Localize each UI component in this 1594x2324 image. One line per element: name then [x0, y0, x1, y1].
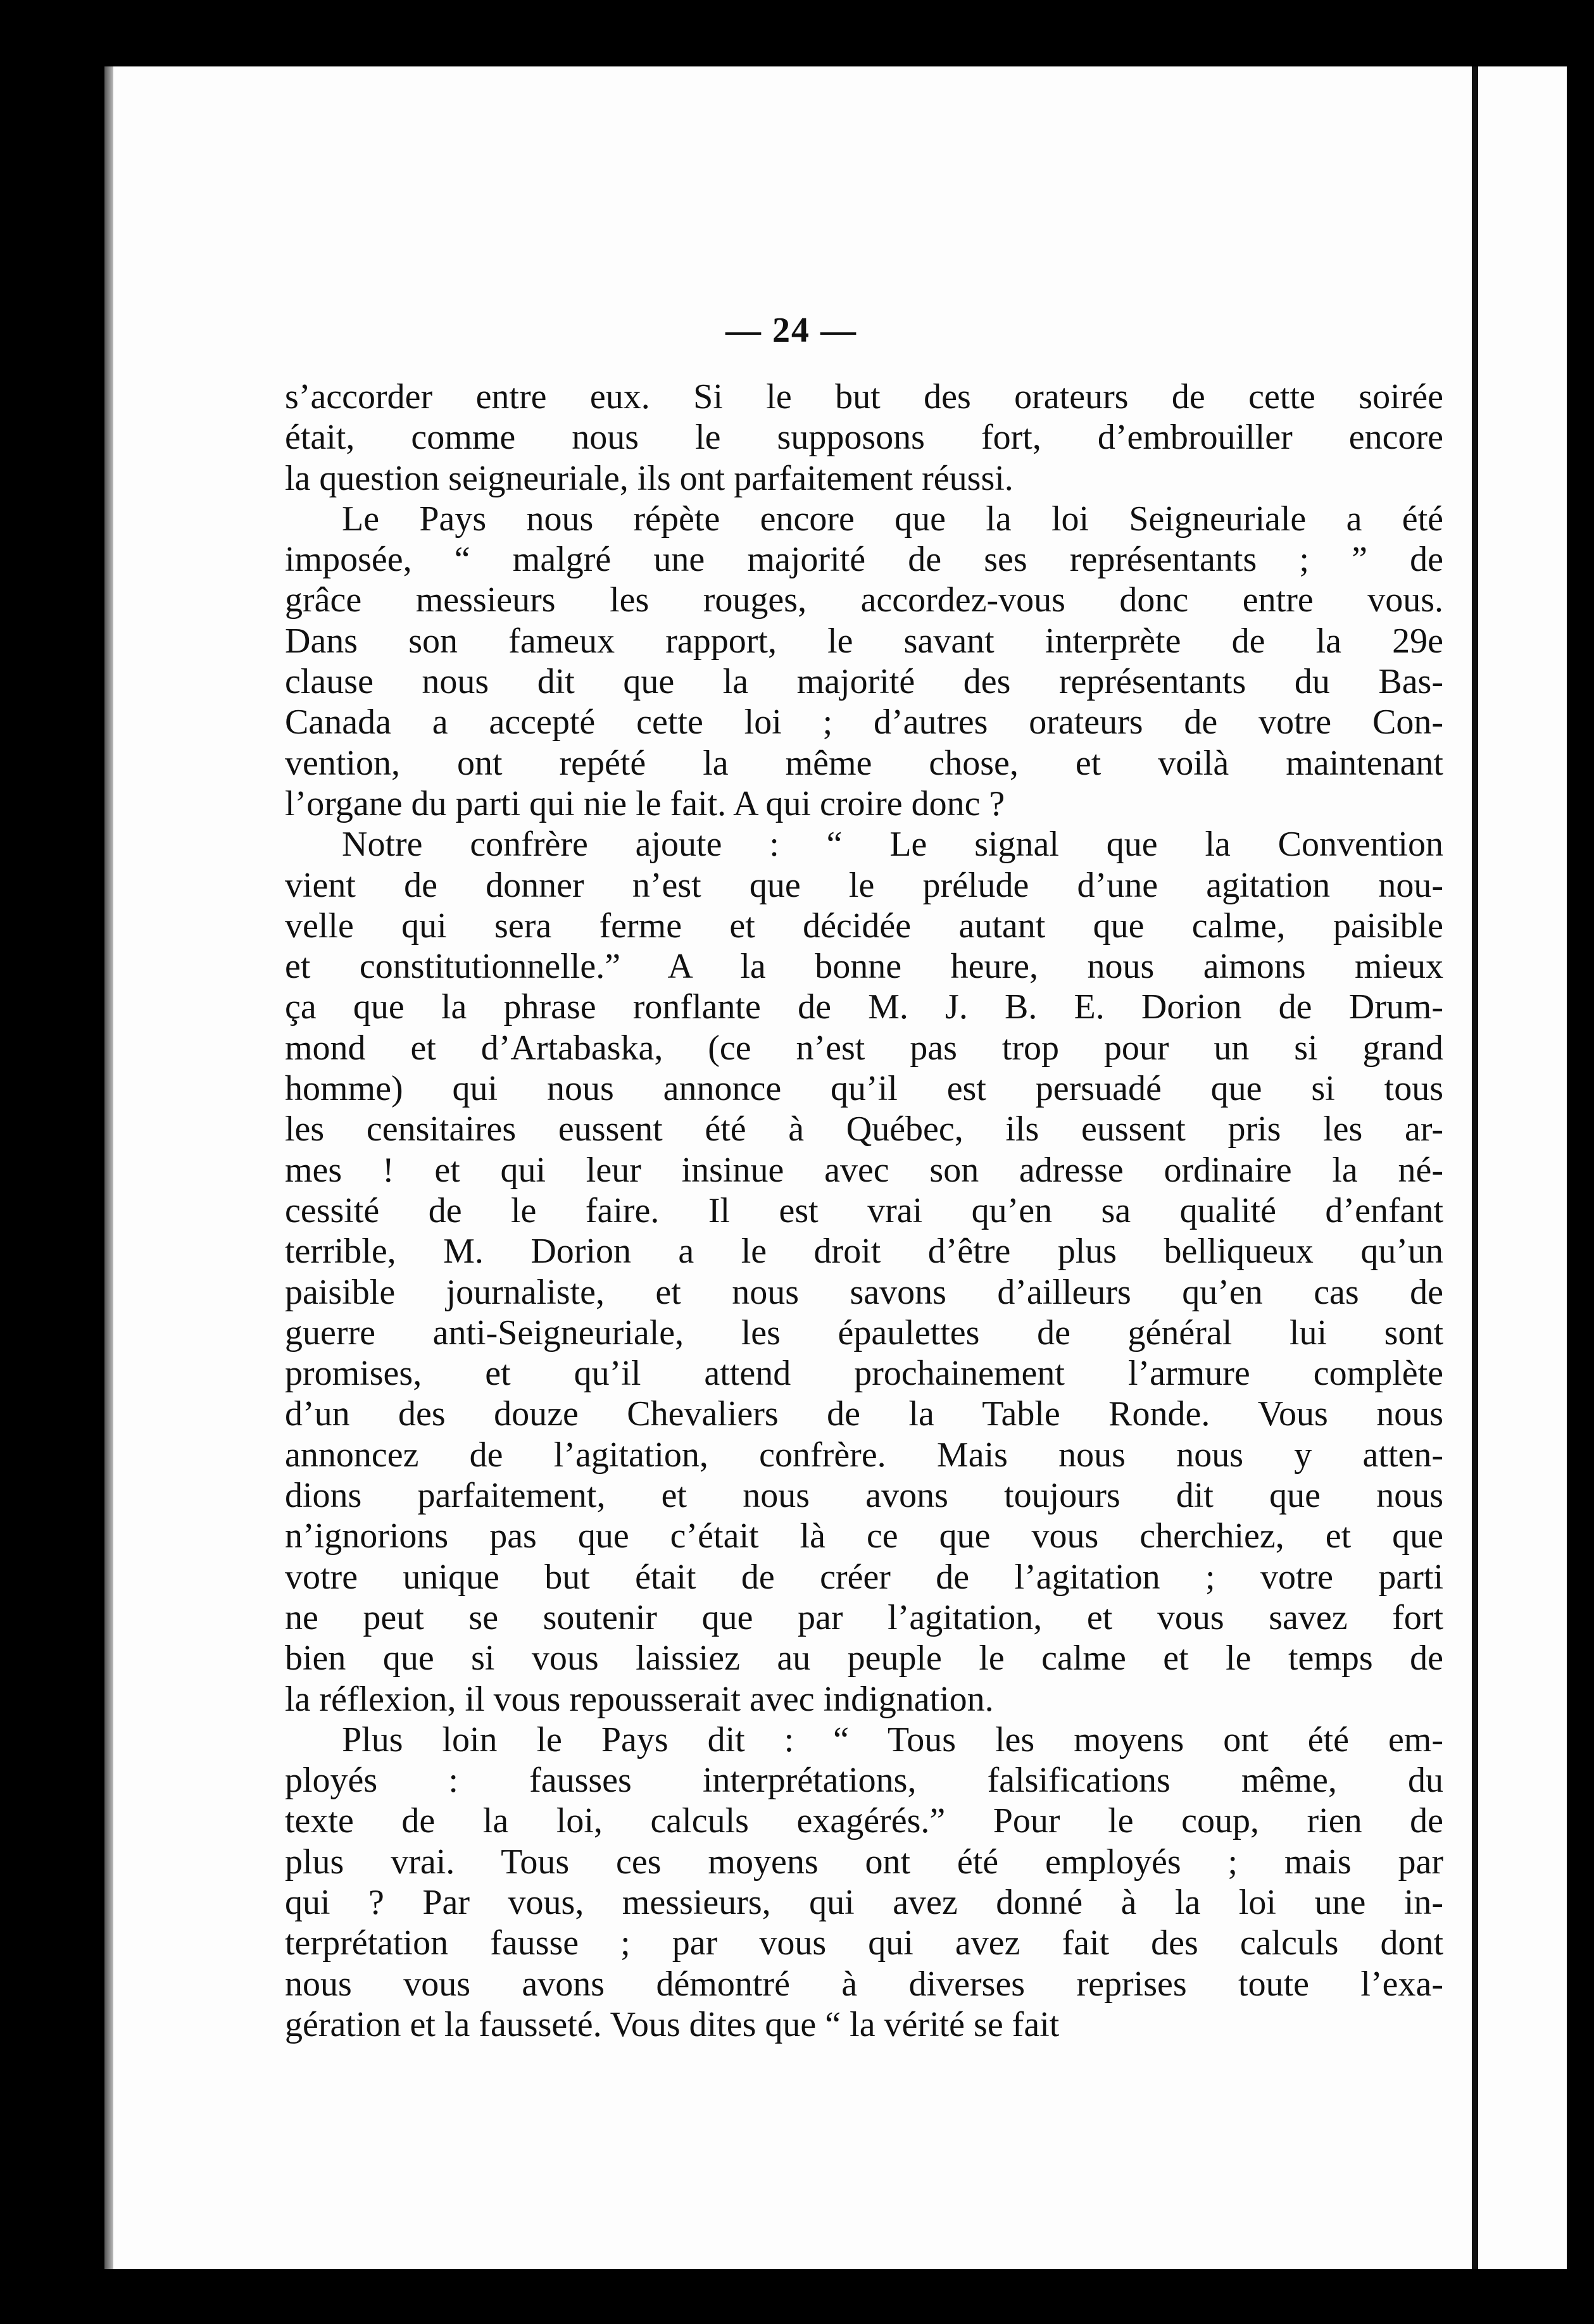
text-line: guerre anti-Seigneuriale, les épaulettes de général lui sont: [285, 1313, 1443, 1353]
text-line: votre unique but était de créer de l’agitation ; votre parti: [285, 1557, 1443, 1597]
text-line: Plus loin le Pays dit : “ Tous les moyens ont été em-: [342, 1720, 1443, 1759]
text-line: nous vous avons démontré à diverses reprises toute l’exa-: [285, 1964, 1443, 2004]
page-number: — 24 —: [725, 311, 857, 350]
adjacent-page-edge: [1478, 66, 1567, 2269]
text-line: annoncez de l’agitation, confrère. Mais nous nous y atten-: [285, 1435, 1443, 1475]
text-line: qui ? Par vous, messieurs, qui avez donné à la loi une in-: [285, 1882, 1443, 1922]
text-line: texte de la loi, calculs exagérés.” Pour le coup, rien de: [285, 1801, 1443, 1841]
text-line: dions parfaitement, et nous avons toujours dit que nous: [285, 1476, 1443, 1516]
page-fold-shadow: [1472, 66, 1478, 2269]
text-line: terrible, M. Dorion a le droit d’être plus belliqueux qu’un: [285, 1232, 1443, 1271]
text-line: l’organe du parti qui nie le fait. A qui croire donc ?: [285, 784, 1005, 823]
text-line: Canada a accepté cette loi ; d’autres orateurs de votre Con-: [285, 703, 1443, 742]
text-line: paisible journaliste, et nous savons d’ailleurs qu’en cas de: [285, 1272, 1443, 1312]
text-line: la réflexion, il vous repousserait avec indignation.: [285, 1679, 994, 1719]
text-line: terprétation fausse ; par vous qui avez fait des calculs dont: [285, 1923, 1443, 1963]
text-line: clause nous dit que la majorité des représentants du Bas-: [285, 662, 1443, 702]
text-line: mond et d’Artabaska, (ce n’est pas trop pour un si grand: [285, 1028, 1443, 1068]
text-line: ça que la phrase ronflante de M. J. B. E. Dorion de Drum-: [285, 987, 1443, 1027]
text-line: imposée, “ malgré une majorité de ses représentants ; ” de: [285, 540, 1443, 580]
text-line: promises, et qu’il attend prochainement l’armure complète: [285, 1354, 1443, 1394]
text-line: mes ! et qui leur insinue avec son adresse ordinaire la né-: [285, 1150, 1443, 1190]
text-line: les censitaires eussent été à Québec, ils eussent pris les ar-: [285, 1109, 1443, 1149]
text-line: plus vrai. Tous ces moyens ont été employés ; mais par: [285, 1842, 1443, 1882]
text-line: la question seigneuriale, ils ont parfaitement réussi.: [285, 458, 1014, 498]
text-line: n’ignorions pas que c’était là ce que vous cherchiez, et que: [285, 1516, 1443, 1556]
text-line: d’un des douze Chevaliers de la Table Ronde. Vous nous: [285, 1394, 1443, 1434]
text-line: ne peut se soutenir que par l’agitation, et vous savez fort: [285, 1597, 1443, 1637]
book-page: [104, 66, 1478, 2269]
text-line: homme) qui nous annonce qu’il est persuadé que si tous: [285, 1069, 1443, 1109]
text-line: s’accorder entre eux. Si le but des orateurs de cette soirée: [285, 377, 1443, 416]
text-line: ployés : fausses interprétations, falsifications même, du: [285, 1761, 1443, 1801]
text-line: cessité de le faire. Il est vrai qu’en sa qualité d’enfant: [285, 1190, 1443, 1230]
text-line: était, comme nous le supposons fort, d’embrouiller encore: [285, 418, 1443, 458]
text-line: bien que si vous laissiez au peuple le calme et le temps de: [285, 1639, 1443, 1678]
text-line: Le Pays nous répète encore que la loi Seigneuriale a été: [342, 499, 1443, 539]
text-line: grâce messieurs les rouges, accordez-vous donc entre vous.: [285, 580, 1443, 620]
body-text: [285, 377, 1443, 2045]
text-line: Notre confrère ajoute : “ Le signal que la Convention: [342, 825, 1443, 865]
text-line: vient de donner n’est que le prélude d’une agitation nou-: [285, 865, 1443, 905]
text-line: gération et la fausseté. Vous dites que “ la vérité se fait: [285, 2004, 1060, 2044]
text-line: velle qui sera ferme et décidée autant que calme, paisible: [285, 906, 1443, 946]
text-line: Dans son fameux rapport, le savant interprète de la 29e: [285, 621, 1443, 661]
page-edge: [104, 66, 113, 2269]
text-line: et constitutionnelle.” A la bonne heure, nous aimons mieux: [285, 947, 1443, 987]
text-line: vention, ont repété la même chose, et voilà maintenant: [285, 743, 1443, 783]
